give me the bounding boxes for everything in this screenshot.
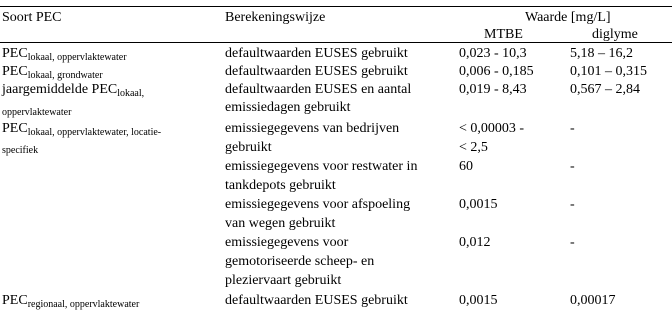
table-row-mtbe: 0,0015 xyxy=(459,293,498,308)
table-row-method: emissiegegevens voor restwater in xyxy=(225,159,418,174)
table-row-mtbe: 0,006 - 0,185 xyxy=(459,64,534,79)
table-row-method: emissiegegevens van bedrijven xyxy=(225,121,400,136)
header-rule xyxy=(0,42,672,43)
header-mtbe: MTBE xyxy=(484,27,523,42)
table-row-pec-label: $PEC_{regionaal, oppervlaktewater}$ xyxy=(2,293,140,310)
table-row-pec-label-cont: oppervlaktewater xyxy=(2,107,72,118)
table-row-diglyme: 0,101 – 0,315 xyxy=(570,64,647,79)
table-row-mtbe: 0,023 - 10,3 xyxy=(459,46,527,61)
table-row-pec-label: $PEC_{lokaal, oppervlaktewater, locatie-}$ xyxy=(2,121,162,138)
table-row-diglyme: 0,00017 xyxy=(570,293,616,308)
table-row-pec-label: jaargemiddelde $PEC_{lokaal,}$ xyxy=(2,82,145,99)
table-row-pec-label: $PEC_{lokaal, grondwater}$ xyxy=(2,64,103,81)
table-row-mtbe: 0,019 - 8,43 xyxy=(459,82,527,97)
table-row-diglyme: 5,18 – 16,2 xyxy=(570,46,633,61)
table-row-method-cont: pleziervaart gebruikt xyxy=(225,273,342,288)
header-diglyme: diglyme xyxy=(592,27,638,42)
header-soort-pec: Soort PEC xyxy=(2,10,62,25)
table-row-method: emissiegegevens voor xyxy=(225,235,349,250)
table-row-diglyme: - xyxy=(570,235,575,250)
table-row-method: defaultwaarden EUSES gebruikt xyxy=(225,64,408,79)
table-row-mtbe: 0,012 xyxy=(459,235,491,250)
table-row-diglyme: - xyxy=(570,121,575,136)
table-row-mtbe: 0,0015 xyxy=(459,197,498,212)
table-row-method-cont: gebruikt xyxy=(225,140,272,155)
table-row-method: defaultwaarden EUSES gebruikt xyxy=(225,293,408,308)
table-row-method: emissiegegevens voor afspoeling xyxy=(225,197,411,212)
table-top-rule xyxy=(0,6,672,7)
table-row-mtbe-cont: < 2,5 xyxy=(459,140,488,155)
table-row-method-cont: van wegen gebruikt xyxy=(225,216,336,231)
table-row-mtbe: 60 xyxy=(459,159,473,174)
table-row-diglyme: - xyxy=(570,159,575,174)
table-row-pec-label: $PEC_{lokaal, oppervlaktewater}$ xyxy=(2,46,127,63)
table-row-pec-label-cont: specifiek xyxy=(2,145,39,156)
header-berekeningswijze: Berekeningswijze xyxy=(225,10,326,25)
table-row-method-cont: emissiedagen gebruikt xyxy=(225,100,351,115)
table-row-diglyme: 0,567 – 2,84 xyxy=(570,82,640,97)
table-row-method: defaultwaarden EUSES en aantal xyxy=(225,82,412,97)
header-waarde: Waarde [mg/L] xyxy=(525,10,611,25)
table-row-method: defaultwaarden EUSES gebruikt xyxy=(225,46,408,61)
table-row-diglyme: - xyxy=(570,197,575,212)
table-row-mtbe: < 0,00003 - xyxy=(459,121,525,136)
table-row-method-cont: tankdepots gebruikt xyxy=(225,178,336,193)
table-row-method-cont: gemotoriseerde scheep- en xyxy=(225,254,375,269)
